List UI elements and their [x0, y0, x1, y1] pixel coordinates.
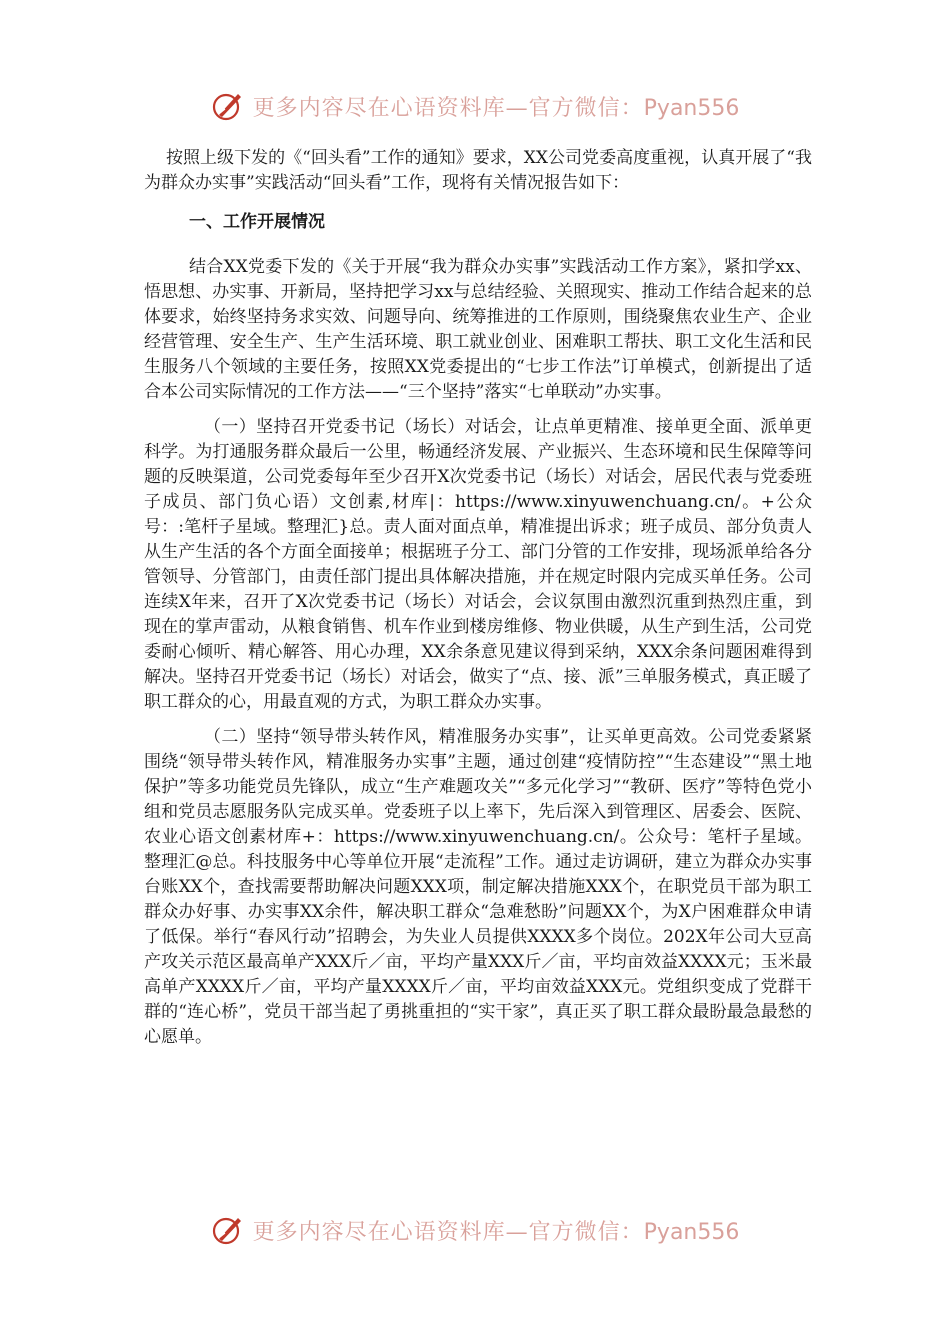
banner-official-label: 官方微信：: [528, 95, 644, 121]
banner-separator: —: [505, 1219, 529, 1245]
banner-wechat-id: Pyan556: [643, 95, 740, 121]
quill-pen-logo-icon: [211, 1213, 245, 1247]
section-heading: 一、工作开展情况: [189, 212, 325, 232]
document-body: [144, 146, 812, 1050]
quill-pen-logo-icon: [211, 89, 245, 123]
banner-wechat-id: Pyan556: [643, 1219, 740, 1245]
body-paragraph-1: 结合XX党委下发的《关于开展“我为群众办实事”实践活动工作方案》，紧扣学xx、悟思想、办实事、开新局，坚持把学习xx与总结经验、关照现实、推动工作结合起来的总体要求，始终坚持务求实效、问题导向、统筹推进的工作原则，围绕聚焦农业生产、企业经营管理、安全生产、生产生活环境、职工就业创业、困难职工帮扶、职工文化生活和民生服务八个领域的主要任务，按照XX党委提出的“七步工作法”订单模式，创新提出了适合本公司实际情况的工作方法——“三个坚持”落实“七单联动”办实事。: [144, 257, 812, 402]
banner-separator: —: [505, 95, 529, 121]
banner-main-text: 更多内容尽在心语资料库: [252, 1219, 506, 1245]
intro-paragraph: 按照上级下发的《“回头看”工作的通知》要求，XX公司党委高度重视，认真开展了“我为群众办实事”实践活动“回头看”工作，现将有关情况报告如下：: [144, 148, 812, 193]
banner-main-text: 更多内容尽在心语资料库: [252, 95, 506, 121]
body-paragraph-2: （一）坚持召开党委书记（场长）对话会，让点单更精准、接单更全面、派单更科学。为打通服务群众最后一公里，畅通经济发展、产业振兴、生态环境和民生保障等问题的反映渠道，公司党委每年至少召开X次党委书记（场长）对话会，居民代表与党委班子成员、部门负心语）文创素,材库|：https://www.xinyuwenchuang.cn/。+公众号：:笔杆子星域。整理汇}总。责人面对面点单，精准提出诉求；班子成员、部分负责人从生产生活的各个方面全面接单；根据班子分工、部门分管的工作安排，现场派单给各分管领导、分管部门，由责任部门提出具体解决措施，并在规定时限内完成买单任务。公司连续X年来，召开了X次党委书记（场长）对话会，会议氛围由激烈沉重到热烈庄重，到现在的掌声雷动，从粮食销售、机车作业到楼房维修、物业供暖，从生产到生活，公司党委耐心倾听、精心解答、用心办理，XX余条意见建议得到采纳，XXX余条问题困难得到解决。坚持召开党委书记（场长）对话会，做实了“点、接、派”三单服务模式，真正暖了职工群众的心，用最直观的方式，为职工群众办实事。: [144, 417, 812, 712]
footer-watermark-banner: [0, 1208, 950, 1252]
header-watermark-banner: [0, 84, 950, 128]
body-paragraph-3: （二）坚持“领导带头转作风，精准服务办实事”，让买单更高效。公司党委紧紧围绕“领导带头转作风，精准服务办实事”主题，通过创建“疫情防控”“生态建设”“黑土地保护”等多功能党员先锋队，成立“生产难题攻关”“多元化学习”“教研、医疗”等特色党小组和党员志愿服务队完成买单。党委班子以上率下，先后深入到管理区、居委会、医院、农业心语文创素材库+：https://www.xinyuwenchuang.cn/。公众号：笔杆子星域。整理汇@总。科技服务中心等单位开展“走流程”工作。通过走访调研，建立为群众办实事台账XX个，查找需要帮助解决问题XXX项，制定解决措施XXX个，在职党员干部为职工群众办好事、办实事XX余件，解决职工群众“急难愁盼”问题XX个，为X户困难群众申请了低保。举行“春风行动”招聘会，为失业人员提供XXXX多个岗位。202X年公司大豆高产攻关示范区最高单产XXX斤／亩，平均产量XXX斤／亩，平均亩效益XXXX元；玉米最高单产XXXX斤／亩，平均产量XXXX斤／亩，平均亩效益XXX元。党组织变成了党群干群的“连心桥”，党员干部当起了勇挑重担的“实干家”，真正买了职工群众最盼最急最愁的心愿单。: [144, 727, 812, 1047]
banner-official-label: 官方微信：: [528, 1219, 644, 1245]
